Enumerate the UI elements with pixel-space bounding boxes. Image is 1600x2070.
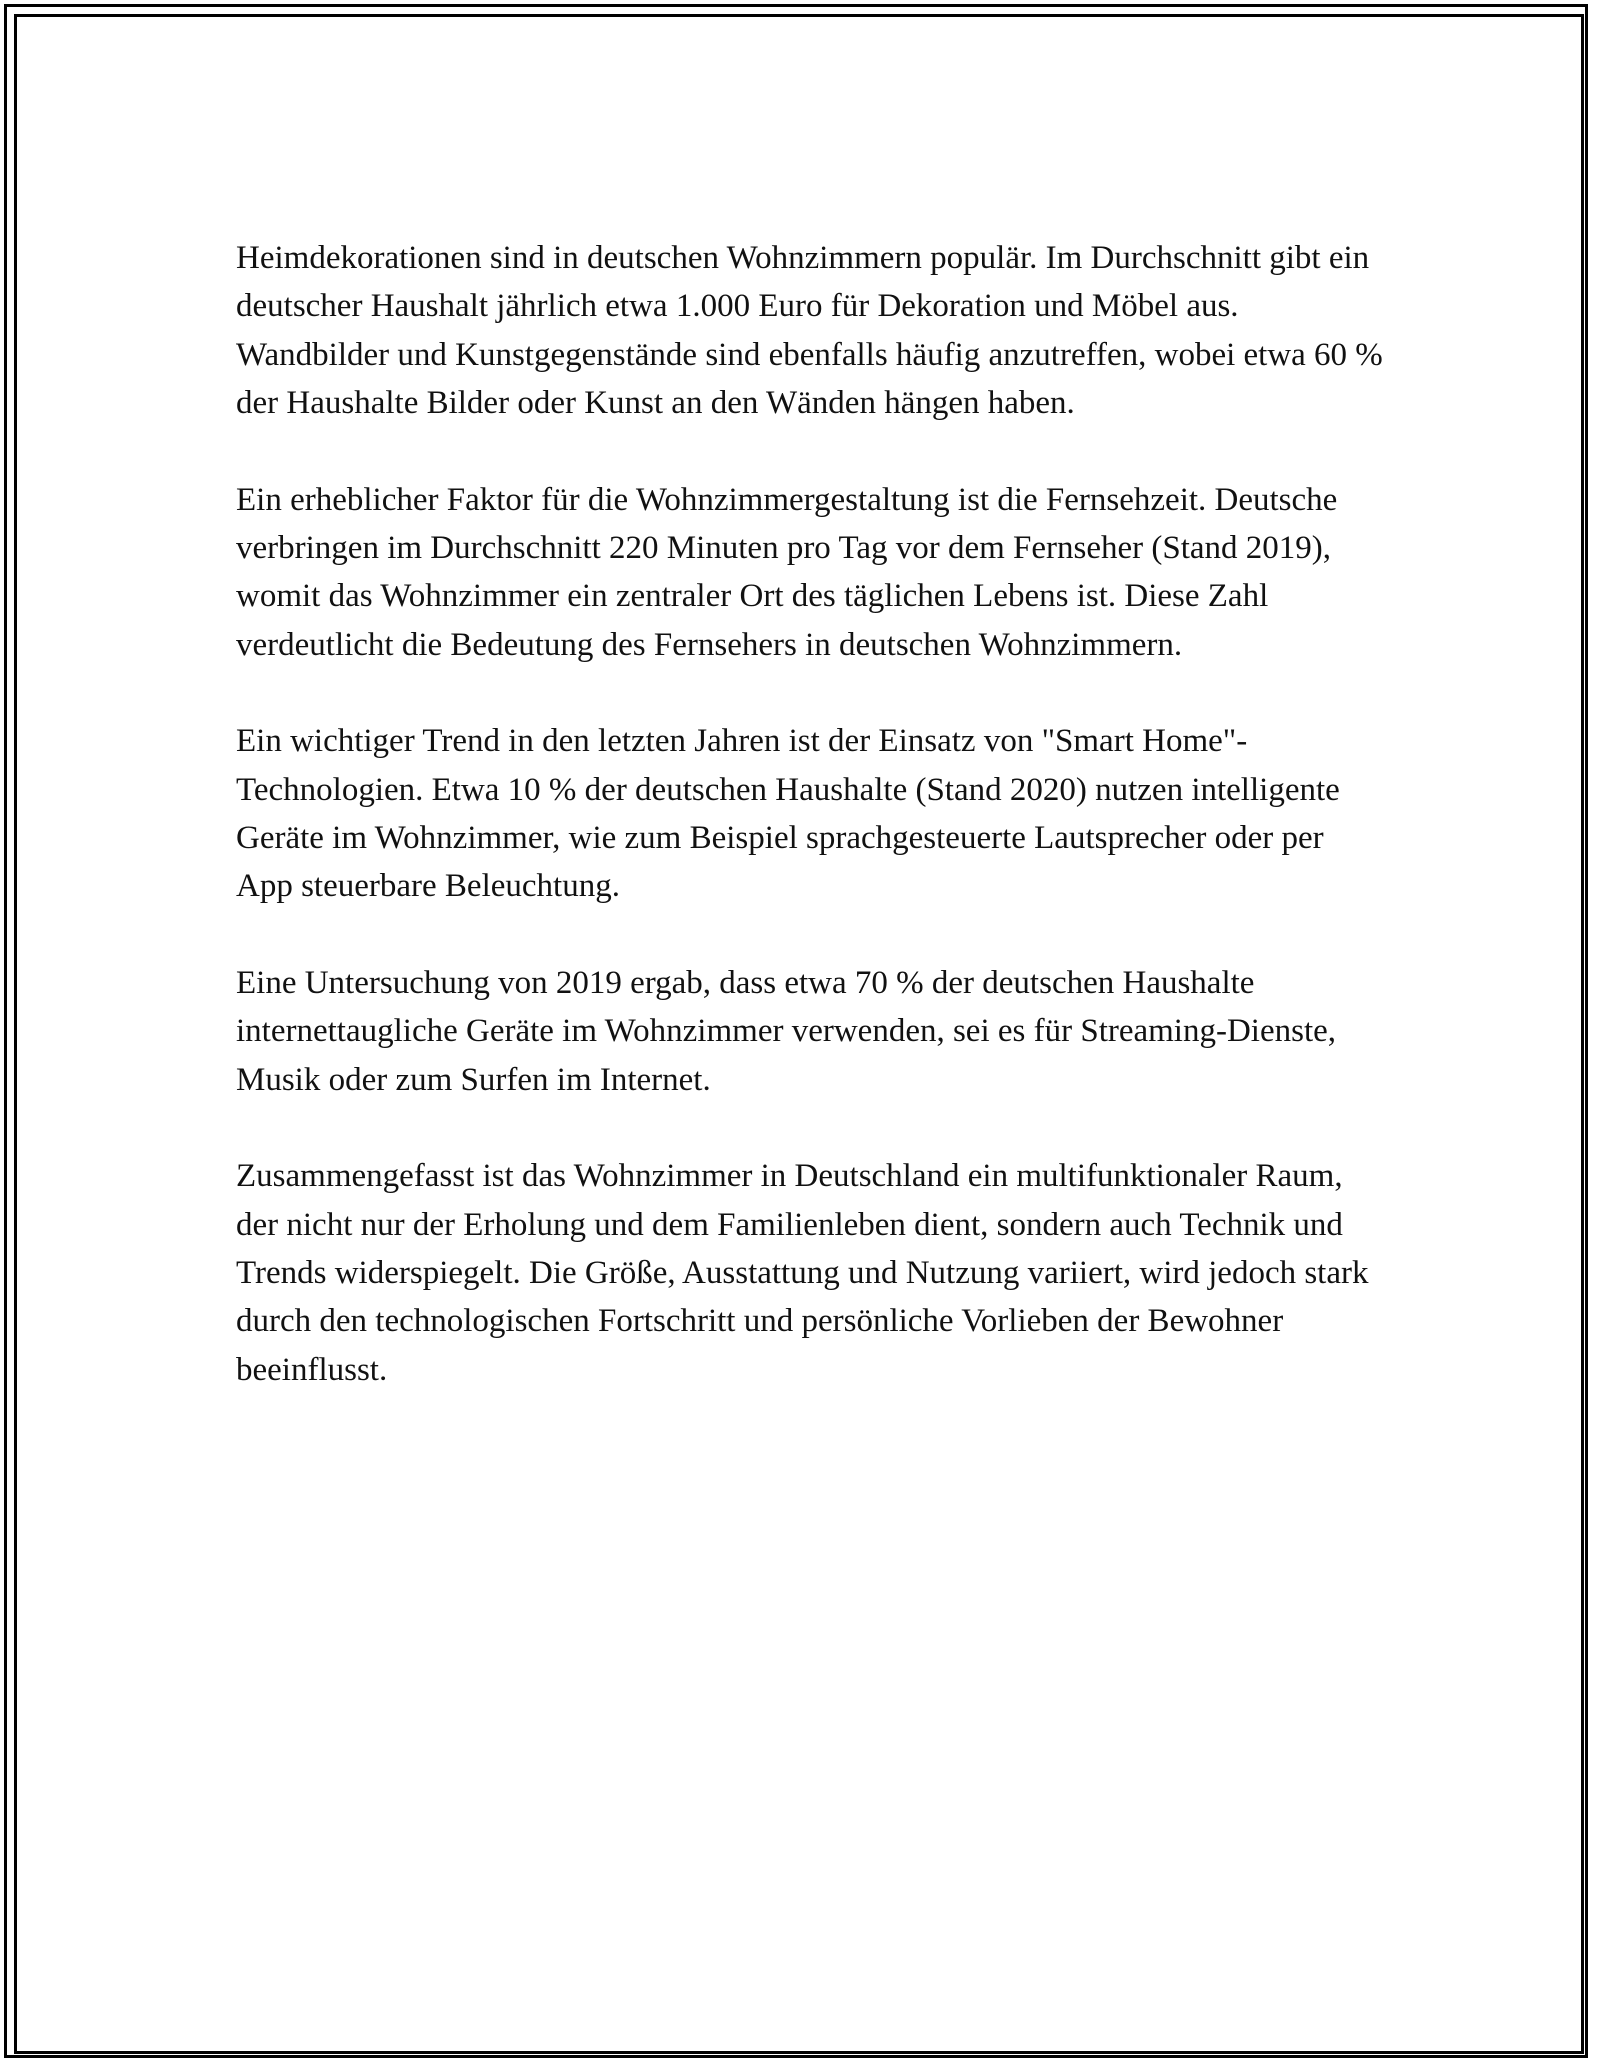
paragraph-internet-devices: Eine Untersuchung von 2019 ergab, dass etwa 70 % der deutschen Haushalte internettaugliche Geräte im Wohnzimmer verwenden, sei es für Streaming-Dienste, Musik oder zum Surfen im Internet.: [236, 964, 1337, 1098]
paragraph-summary: Zusammengefasst ist das Wohnzimmer in Deutschland ein multifunktionaler Raum, der nicht nur der Erholung und dem Familienleben dient, sondern auch Technik und Trends widerspiegelt. Die Größe, Ausstattung und Nutzung variiert, wird jedoch stark durch den technologischen Fortschritt und persönliche Vorlieben der Bewohner beeinflusst.: [236, 1158, 1369, 1388]
paragraph-home-decoration: Heimdekorationen sind in deutschen Wohnzimmern populär. Im Durchschnitt gibt ein deutscher Haushalt jährlich etwa 1.000 Euro für Dekoration und Möbel aus. Wandbilder und Kunstgegenstände sind ebenfalls häufig anzutreffen, wobei etwa 60 % der Haushalte Bilder oder Kunst an den Wänden hängen haben.: [236, 240, 1383, 422]
paragraph-smart-home: Ein wichtiger Trend in den letzten Jahren ist der Einsatz von "Smart Home"-Technologien. Etwa 10 % der deutschen Haushalte (Stand 2020) nutzen intelligente Geräte im Wohnzimmer, wie zum Beispiel sprachgesteuerte Lautsprecher oder per App steuerbare Beleuchtung.: [236, 723, 1340, 905]
paragraph-tv-time: Ein erheblicher Faktor für die Wohnzimmergestaltung ist die Fernsehzeit. Deutsche verbringen im Durchschnitt 220 Minuten pro Tag vor dem Fernseher (Stand 2019), womit das Wohnzimmer ein zentraler Ort des täglichen Lebens ist. Diese Zahl verdeutlicht die Bedeutung des Fernsehers in deutschen Wohnzimmern.: [236, 481, 1338, 663]
document-body: [236, 234, 1386, 1442]
